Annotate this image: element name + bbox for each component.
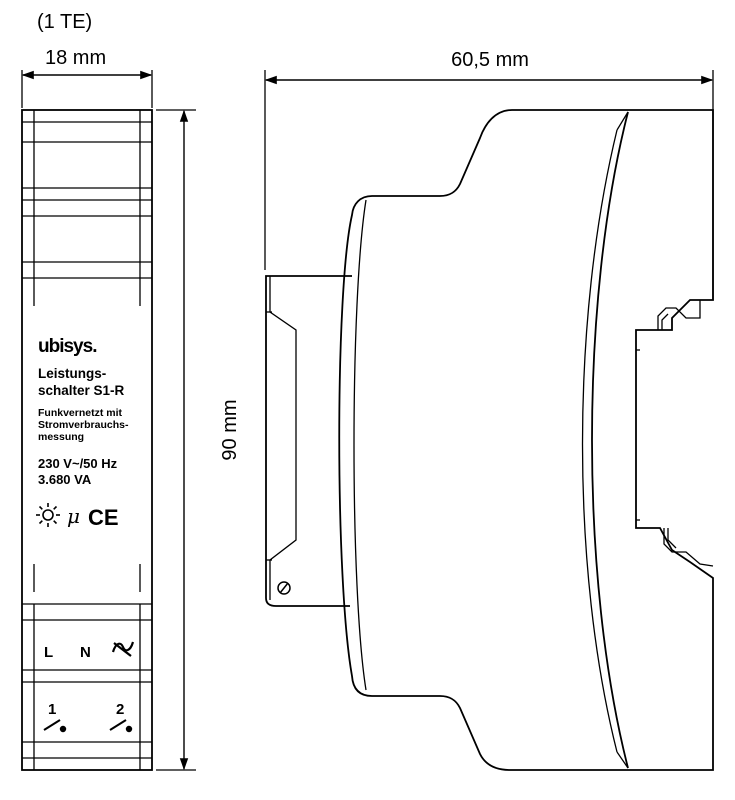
rating-1: 230 V~/50 Hz	[38, 456, 118, 471]
height-label: 90 mm	[219, 399, 241, 461]
depth-label: 60,5 mm	[451, 49, 529, 71]
switch-icon	[44, 720, 131, 731]
brand-logo: ubisys.	[38, 336, 97, 357]
terminal-N: N	[80, 644, 91, 661]
side-housing	[339, 110, 713, 770]
load-icon	[113, 642, 133, 656]
description-3: messung	[38, 431, 85, 443]
product-name-2: schalter S1-R	[38, 383, 125, 398]
width-label: 18 mm	[45, 47, 107, 69]
front-view	[22, 110, 152, 770]
sun-icon	[36, 503, 60, 527]
cover-curve	[592, 112, 628, 768]
side-view	[265, 49, 713, 770]
output-1: 1	[48, 701, 57, 718]
ce-mark: CE	[88, 505, 119, 530]
terminal-L: L	[44, 644, 54, 661]
description-2: Stromverbrauchs-	[38, 419, 129, 431]
description-1: Funkvernetzt mit	[38, 407, 123, 419]
rating-2: 3.680 VA	[38, 472, 92, 487]
screw-icon	[278, 582, 290, 594]
micro-symbol: μ	[67, 504, 80, 528]
product-name-1: Leistungs-	[38, 366, 107, 381]
output-2: 2	[116, 701, 125, 718]
te-label: (1 TE)	[37, 11, 93, 33]
